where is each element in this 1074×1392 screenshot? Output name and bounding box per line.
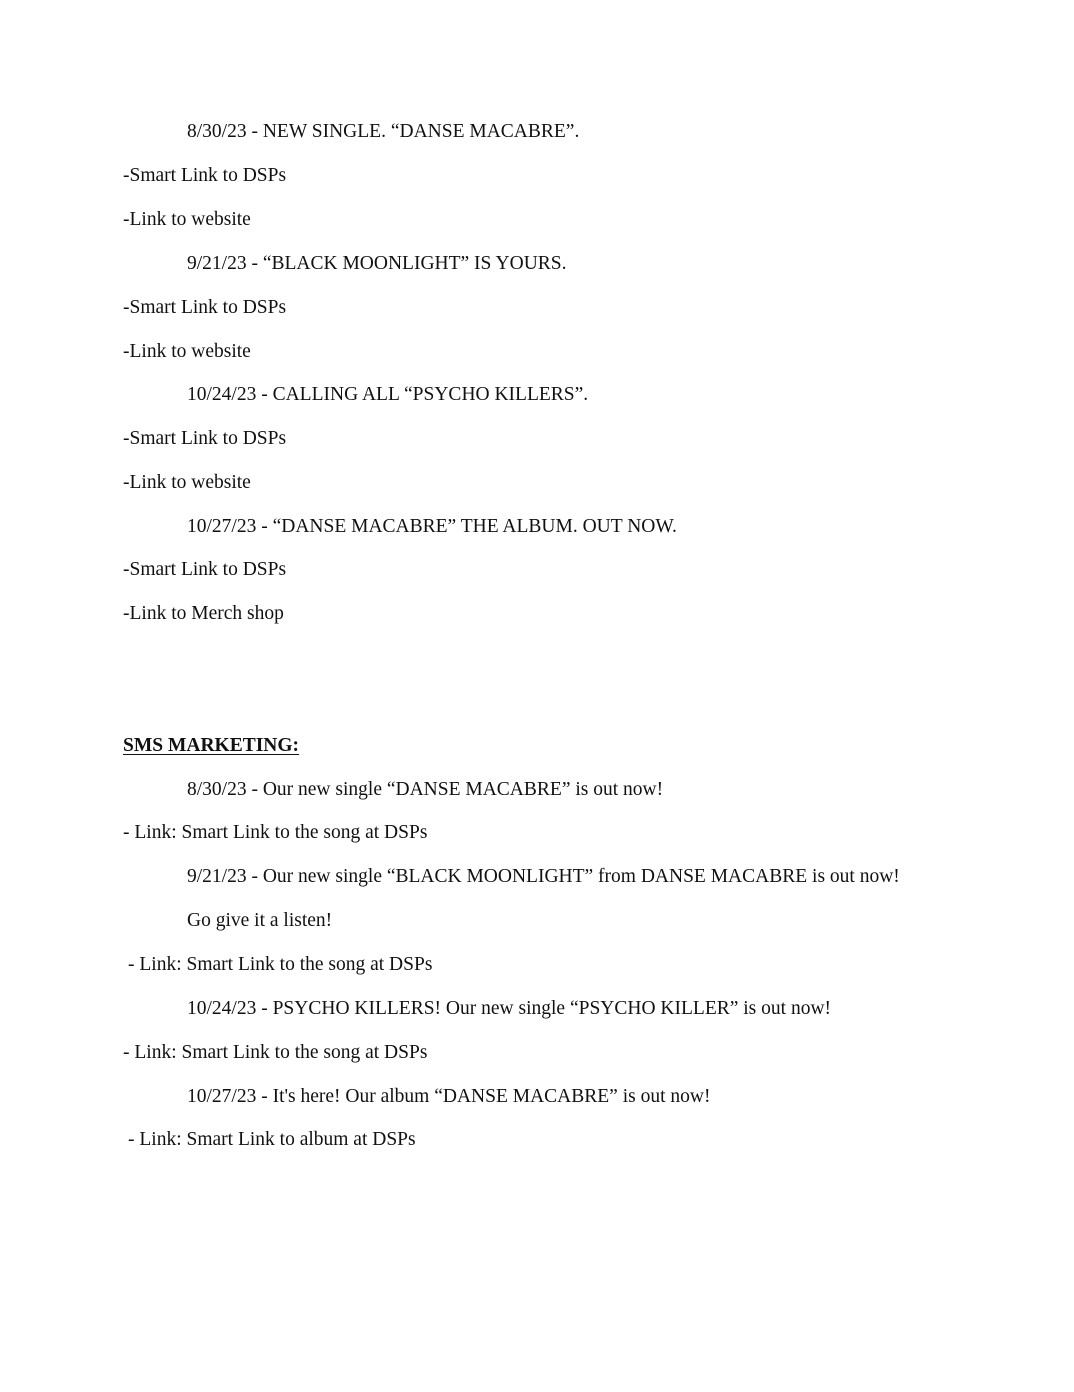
entry-link-item: -Link to website [123, 472, 251, 493]
sms-link: - Link: Smart Link to album at DSPs [128, 1129, 416, 1150]
entry-link-item: -Link to website [123, 341, 251, 362]
sms-message-continuation: Go give it a listen! [187, 910, 333, 931]
sms-message: 8/30/23 - Our new single “DANSE MACABRE” is out now! [187, 779, 664, 800]
entry-link-item: -Smart Link to DSPs [123, 165, 287, 186]
entry-link-item: -Smart Link to DSPs [123, 428, 287, 449]
entry-title: 9/21/23 - “BLACK MOONLIGHT” IS YOURS. [187, 253, 567, 274]
entry-title: 10/27/23 - “DANSE MACABRE” THE ALBUM. OUT NOW. [187, 516, 677, 537]
entry-title: 10/24/23 - CALLING ALL “PSYCHO KILLERS”. [187, 384, 589, 405]
sms-link: - Link: Smart Link to the song at DSPs [123, 1042, 428, 1063]
sms-link: - Link: Smart Link to the song at DSPs [123, 822, 428, 843]
entry-link-item: -Smart Link to DSPs [123, 559, 287, 580]
sms-link: - Link: Smart Link to the song at DSPs [128, 954, 433, 975]
section-heading-sms-marketing: SMS MARKETING: [123, 735, 300, 756]
sms-message: 9/21/23 - Our new single “BLACK MOONLIGHT” from DANSE MACABRE is out now! [187, 866, 900, 887]
sms-message: 10/27/23 - It's here! Our album “DANSE MACABRE” is out now! [187, 1086, 711, 1107]
sms-message: 10/24/23 - PSYCHO KILLERS! Our new single “PSYCHO KILLER” is out now! [187, 998, 832, 1019]
entry-link-item: -Smart Link to DSPs [123, 297, 287, 318]
entry-title: 8/30/23 - NEW SINGLE. “DANSE MACABRE”. [187, 121, 580, 142]
entry-link-item: -Link to website [123, 209, 251, 230]
entry-link-item: -Link to Merch shop [123, 603, 284, 624]
